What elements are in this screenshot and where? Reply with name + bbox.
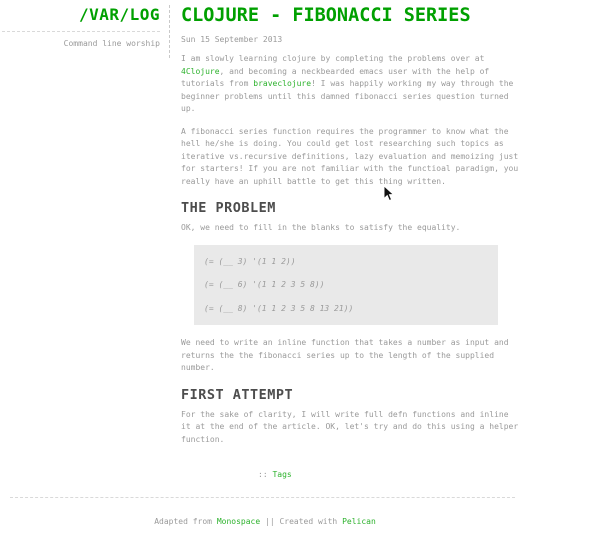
footer-divider [10, 497, 515, 498]
code-block [194, 245, 498, 326]
paragraph-intro [181, 53, 520, 116]
paragraph-text: I am slowly learning clojure by completing the problems over at [181, 54, 485, 63]
tags-link[interactable]: Tags [272, 470, 292, 479]
paragraph-background: A fibonacci series function requires the programmer to know what the hell he/she is doing. You could get lost researching such topics as iterative vs.recursive definitions, lazy evaluation and memoizing just for starters! If you are not familiar with the functioal paradigm, you really have an uphill battle to get this thing written. [181, 126, 519, 186]
heading-first-attempt: FIRST ATTEMPT [181, 386, 294, 403]
heading-the-problem: THE PROBLEM [181, 200, 276, 216]
article-date: Sun 15 September 2013 [181, 35, 283, 44]
paragraph-first-attempt: For the sake of clarity, I will write full defn functions and inline it at the end of the article. OK, let's try and do this using a helper function. [181, 409, 519, 444]
site-tagline: Command line worship [63, 39, 160, 48]
paragraph-problem-intro: OK, we need to fill in the blanks to satisfy the equality. [181, 223, 461, 232]
footer [0, 516, 530, 528]
code-line: (= (__ 6) '(1 1 2 3 5 8)) [204, 280, 325, 289]
code-line: (= (__ 3) '(1 1 2)) [204, 256, 296, 266]
link-4clojure[interactable]: 4Clojure [181, 66, 220, 76]
footer-text: || Created with [260, 517, 343, 526]
link-pelican[interactable]: Pelican [342, 517, 376, 526]
article-title: CLOJURE - FIBONACCI SERIES [181, 5, 471, 26]
code-line: (= (__ 8) '(1 1 2 3 5 8 13 21)) [204, 303, 354, 313]
sidebar [0, 5, 170, 58]
site-title-link[interactable]: /VAR/LOG [78, 5, 160, 24]
footer-text: Adapted from [154, 517, 217, 526]
paragraph-text: ! I was happily working my way through the beginner problems until this damned fibonacci series question turned up. [181, 79, 514, 113]
tags-prefix: :: [258, 470, 273, 479]
paragraph-text: , and becoming a neckbearded emacs user with the help of tutorials from [181, 66, 490, 88]
link-braveclojure[interactable]: braveclojure [253, 79, 312, 88]
link-monospace-theme[interactable]: Monospace [216, 517, 261, 526]
sidebar-divider [2, 31, 160, 32]
article [181, 0, 520, 481]
paragraph-task: We need to write an inline function that takes a number as input and returns the the fibonacci series up to the length of the supplied number. [181, 338, 509, 372]
tags-row [258, 469, 520, 481]
